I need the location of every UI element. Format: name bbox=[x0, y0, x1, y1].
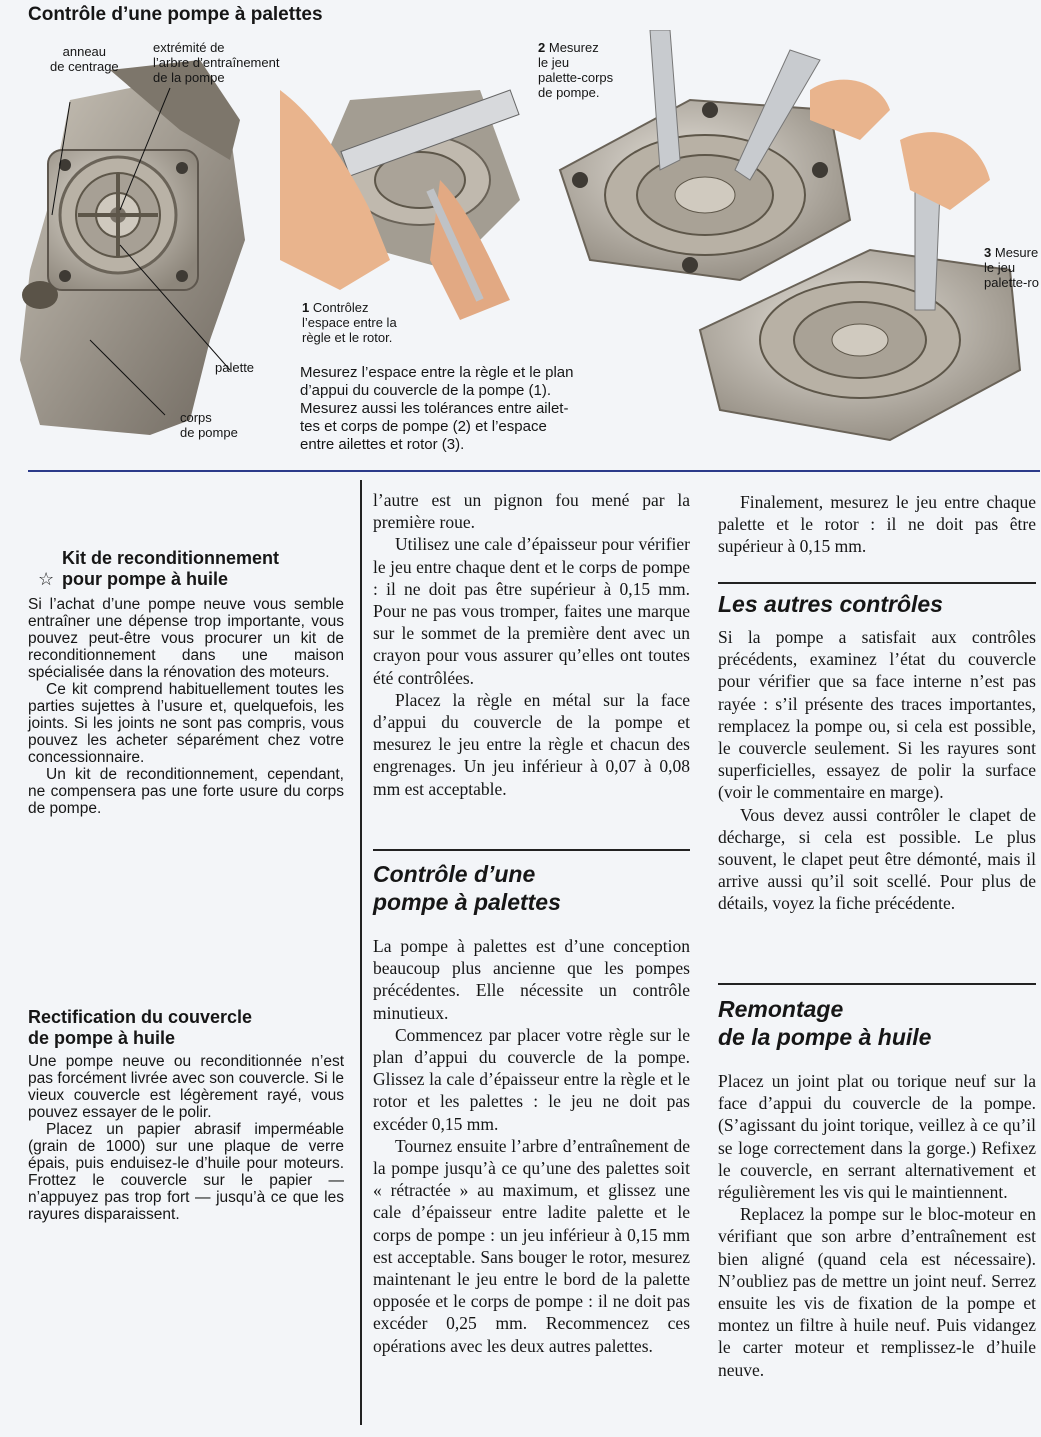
kit-heading-text: pour pompe à huile bbox=[62, 569, 229, 589]
ruler-hand-illustration bbox=[280, 60, 530, 320]
rectif-heading-line1: Rectification du couvercle bbox=[28, 1007, 253, 1027]
col2-body bbox=[373, 935, 690, 1357]
rectif-body bbox=[28, 1053, 344, 1223]
label-line: le jeu bbox=[984, 260, 1016, 275]
label-line: Contrôlez bbox=[312, 300, 369, 315]
label-palette: palette bbox=[215, 360, 255, 375]
paragraph: Si l’achat d’une pompe neuve vous semble entraîner une dépense trop importante, vous pouvez peut-être vous procurer un kit de reconditionnement dans une maison spécialisée dans la rénovation des moteurs. bbox=[28, 596, 344, 681]
label-line: règle et le rotor. bbox=[302, 330, 393, 345]
kit-heading-line2 bbox=[38, 569, 338, 590]
kit-heading bbox=[38, 548, 338, 590]
label-line: palette-ro bbox=[984, 275, 1039, 290]
label-line: corps bbox=[180, 410, 212, 425]
col3-body2 bbox=[718, 1070, 1036, 1381]
paragraph: Commencez par placer votre règle sur le plan d’appui du couvercle de la pompe. Glissez la cale d’épaisseur entre la règle et le rotor et les palettes : le jeu ne doit pas excéder 0,15 mm. bbox=[373, 1024, 690, 1134]
paragraph: Vous devez aussi contrôler le clapet de décharge, si cela est possible. Le plus souvent, le clapet peut être démonté, mais il arrive aussi qu’il soit scellé. Pour plus de détails, voyez la fiche précédente. bbox=[718, 804, 1036, 914]
col2-heading bbox=[373, 860, 690, 916]
step1-caption bbox=[302, 300, 397, 345]
step3-caption bbox=[984, 245, 1041, 290]
kit-heading-line1: Kit de reconditionnement bbox=[62, 548, 280, 568]
paragraph: Ce kit comprend habituellement toutes les parties sujettes à l’usure et, quelquefois, les joints. Si les joints ne sont pas compris, vous pouvez les acheter séparément chez votre concessionnaire. bbox=[28, 681, 344, 766]
caption-line: Mesurez aussi les tolérances entre ailet- bbox=[300, 400, 569, 417]
col3-top bbox=[718, 491, 1036, 558]
paragraph: Finalement, mesurez le jeu entre chaque palette et le rotor : il ne doit pas être supérieur à 0,15 mm. bbox=[718, 492, 1036, 557]
caption-line: entre ailettes et rotor (3). bbox=[300, 436, 465, 453]
section-rule bbox=[718, 582, 1036, 584]
label-line: de pompe bbox=[180, 425, 238, 440]
caption-line: tes et corps de pompe (2) et l’espace bbox=[300, 418, 547, 435]
paragraph: Tournez ensuite l’arbre d’entraînement de la pompe jusqu’à ce qu’une des palettes soit « rétractée » au maximum, et glissez une cale d’épaisseur entre ladite palette et le corps de pompe : un jeu inférieur à 0,15 mm est acceptable. Sans bouger le rotor, mesurez maintenant le jeu entre le bord de la palette opposée et le corps de pompe : il ne doit pas excéder 0,25 mm. Recommencez ces opérations avec les deux autres palettes. bbox=[373, 1135, 690, 1356]
step2-caption bbox=[538, 40, 613, 100]
heading-line: pompe à palettes bbox=[373, 889, 561, 915]
heading-line: Remontage bbox=[718, 996, 844, 1022]
label-line: anneau bbox=[62, 44, 107, 59]
star-icon: ☆ bbox=[38, 569, 55, 589]
rectif-heading-line2: de pompe à huile bbox=[28, 1028, 176, 1048]
col2-top bbox=[373, 489, 690, 800]
step-number: 2 bbox=[538, 40, 546, 55]
column-divider bbox=[360, 480, 362, 1425]
label-line: de la pompe bbox=[153, 70, 225, 85]
label-extremite bbox=[153, 40, 279, 85]
paragraph: Placez un joint plat ou torique neuf sur la face d’appui du couvercle de la pompe. (S’agissant du joint torique, veillez à ce qu’il se loge correctement dans la gorge.) Refixez le couvercle, en serrant alternativement et régulièrement les vis qui le maintiennent. bbox=[718, 1071, 1036, 1203]
figure-divider bbox=[28, 470, 1040, 472]
section-rule bbox=[718, 983, 1036, 985]
step-number: 3 bbox=[984, 245, 992, 260]
label-line: l’espace entre la bbox=[302, 315, 397, 330]
label-line: palette-corps bbox=[538, 70, 614, 85]
page-title: Contrôle d’une pompe à palettes bbox=[28, 4, 323, 25]
label-line: extrémité de bbox=[153, 40, 225, 55]
col3-body1 bbox=[718, 626, 1036, 915]
col3-heading1: Les autres contrôles bbox=[718, 591, 943, 617]
caption-line: Mesurez l’espace entre la règle et le plan bbox=[300, 364, 574, 381]
feeler-gauge-illustration bbox=[540, 30, 1041, 450]
heading-line: Contrôle d’une bbox=[373, 861, 536, 887]
paragraph: Une pompe neuve ou reconditionnée n’est pas forcément livrée avec son couvercle. Si le vieux couvercle est légèrement rayé, vous pouvez essayer de le polir. bbox=[28, 1053, 344, 1121]
paragraph: Replacez la pompe sur le bloc-moteur en vérifiant que son arbre d’entraînement est bien aligné (quand cela est nécessaire). N’oubliez pas de mettre un joint neuf. Serrez ensuite les vis de fixation de la pompe et montez un filtre à huile neuf. Puis vidangez le carter moteur et remplissez-le d’huile neuve. bbox=[718, 1204, 1036, 1380]
kit-body bbox=[28, 596, 344, 817]
heading-line: de la pompe à huile bbox=[718, 1024, 932, 1050]
paragraph: Un kit de reconditionnement, cependant, ne compensera pas une forte usure du corps de pompe. bbox=[28, 766, 344, 817]
rectif-heading bbox=[28, 1007, 344, 1049]
paragraph: Utilisez une cale d’épaisseur pour vérifier le jeu entre chaque dent et le corps de pompe : il ne doit pas être supérieur à 0,15 mm. Pour ne pas vous tromper, faites une marque sur le sommet de la première dent avec un crayon pour vous assurer qu’elles ont toutes été contrôlées. bbox=[373, 534, 690, 688]
label-line: de centrage bbox=[50, 59, 119, 74]
label-corps bbox=[180, 410, 238, 440]
paragraph: La pompe à palettes est d’une conception beaucoup plus ancienne que les pompes précédentes. Elle nécessite un contrôle minutieux. bbox=[373, 936, 690, 1023]
label-line: le jeu bbox=[538, 55, 570, 70]
section-rule bbox=[373, 849, 690, 851]
label-line: Mesurez bbox=[548, 40, 599, 55]
paragraph: l’autre est un pignon fou mené par la première roue. bbox=[373, 490, 690, 533]
label-line: Mesure bbox=[994, 245, 1039, 260]
caption-line: d’appui du couvercle de la pompe (1). bbox=[300, 382, 551, 399]
step-number: 1 bbox=[302, 300, 310, 315]
paragraph: Placez la règle en métal sur la face d’appui du couvercle de la pompe et mesurez le jeu entre la règle et chacun des engrenages. Un jeu inférieur à 0,07 à 0,08 mm est acceptable. bbox=[373, 689, 690, 799]
col3-heading2 bbox=[718, 995, 1036, 1051]
pump-body-illustration bbox=[0, 40, 280, 460]
paragraph: Placez un papier abrasif imperméable (grain de 1000) sur une plaque de verre épais, puis enduisez-le d’huile pour moteurs. Frottez le couvercle sur le papier — n’appuyez pas trop fort — jusqu’à ce que les rayures disparaissent. bbox=[28, 1121, 344, 1223]
label-line: l’arbre d’entraînement bbox=[153, 55, 280, 70]
paragraph: Si la pompe a satisfait aux contrôles précédents, examinez l’état du couvercle pour vérifier que sa face interne n’est pas rayée : s’il présente des traces importantes, remplacez la pompe ou, si cela est possible, le couvercle seulement. Si les rayures sont superficielles, essayez de polir la surface (voir le commentaire en marge). bbox=[718, 627, 1036, 803]
label-line: de pompe. bbox=[538, 85, 600, 100]
label-anneau bbox=[50, 44, 119, 74]
